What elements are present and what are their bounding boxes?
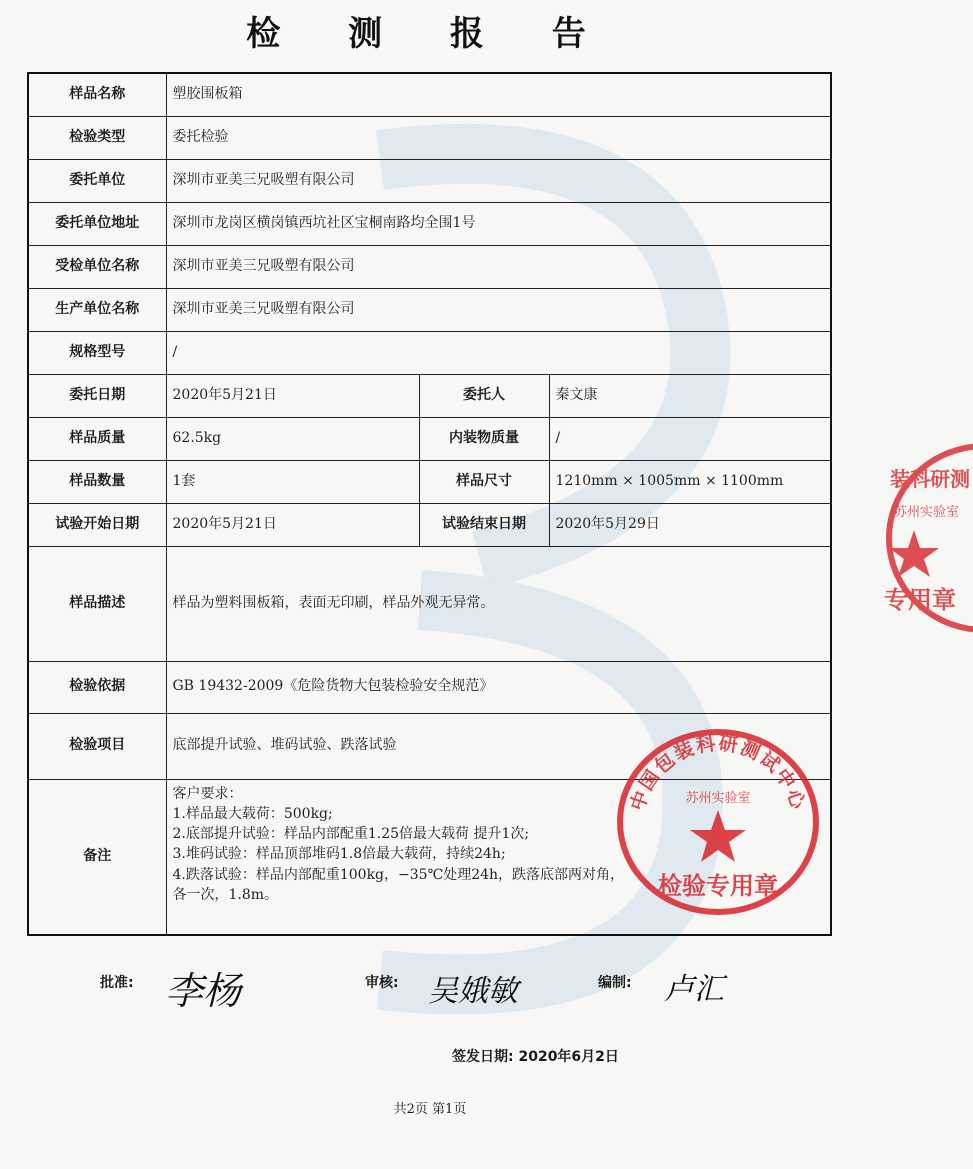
model-value: / [166,331,831,374]
svg-text:苏州实验室: 苏州实验室 [685,791,751,806]
basis-label: 检验依据 [28,661,166,713]
report-title: 检 测 报 告 [246,14,614,54]
row-client [28,159,831,202]
commission-date-label: 委托日期 [28,374,166,417]
content-mass-label: 内装物质量 [419,417,549,460]
test-end-label: 试验结束日期 [419,503,549,546]
test-end-value: 2020年5月29日 [549,503,831,546]
remarks-line: 3.堆码试验：样品顶部堆码1.8倍最大载荷，持续24h; [172,846,506,863]
svg-text:中国包装科研测试中心: 中国包装科研测试中心 [626,732,810,814]
client-address-label: 委托单位地址 [28,202,166,245]
row-client-address [28,202,831,245]
sample-qty-value: 1套 [166,460,419,503]
description-value: 样品为塑料围板箱，表面无印刷，样品外观无异常。 [166,546,831,661]
svg-text:苏州实验室: 苏州实验室 [894,505,960,520]
remarks-line: 客户要求： [172,785,243,802]
row-producer [28,288,831,331]
row-inspected-unit [28,245,831,288]
sample-size-label: 样品尺寸 [419,460,549,503]
inspection-type-label: 检验类型 [28,116,166,159]
remarks-line: 4.跌落试验：样品内部配重100kg，−35℃处理24h，跌落底部两对角， [172,866,625,883]
inspection-type-value: 委托检验 [166,116,831,159]
approve-signature: 李杨 [165,969,242,1013]
row-mass [28,417,831,460]
commissioner-label: 委托人 [419,374,549,417]
model-label: 规格型号 [28,331,166,374]
test-start-label: 试验开始日期 [28,503,166,546]
row-inspection-type [28,116,831,159]
row-model [28,331,831,374]
inspection-seal [612,722,824,918]
description-label: 样品描述 [28,546,166,661]
remarks-line: 2.底部提升试验：样品内部配重1.25倍最大载荷 提升1次; [172,826,530,843]
row-description [28,546,831,661]
sample-qty-label: 样品数量 [28,460,166,503]
client-value: 深圳市亚美三兄吸塑有限公司 [166,159,831,202]
sample-mass-value: 62.5kg [166,417,419,460]
inspected-unit-label: 受检单位名称 [28,245,166,288]
svg-text:专用章: 专用章 [884,586,956,614]
svg-text:装科研测: 装科研测 [890,467,970,491]
svg-text:检验专用章: 检验专用章 [658,872,778,900]
review-signature: 吴娥敏 [428,974,518,1009]
compile-label: 编制: [598,975,632,991]
row-qty-size [28,460,831,503]
remarks-label: 备注 [28,779,166,935]
sample-mass-label: 样品质量 [28,417,166,460]
sample-name-value: 塑胶围板箱 [166,73,831,116]
items-value: 底部提升试验、堆码试验、跌落试验 [166,713,831,779]
producer-label: 生产单位名称 [28,288,166,331]
sample-name-label: 样品名称 [28,73,166,116]
commissioner-value: 秦文康 [549,374,831,417]
commission-date-value: 2020年5月21日 [166,374,419,417]
basis-value: GB 19432-2009《危险货物大包装检验安全规范》 [166,661,831,713]
sample-size-value: 1210mm × 1005mm × 1100mm [549,460,831,503]
page-indicator: 共2页 第1页 [393,1102,467,1117]
client-address-value: 深圳市龙岗区横岗镇西坑社区宝桐南路均全围1号 [166,202,831,245]
signature-row [0,960,973,1020]
remarks-line: 1.样品最大载荷：500kg; [172,805,333,822]
review-label: 审核: [365,975,399,991]
producer-value: 深圳市亚美三兄吸塑有限公司 [166,288,831,331]
side-seal-partial [880,438,973,638]
test-start-value: 2020年5月21日 [166,503,419,546]
row-test-dates [28,503,831,546]
content-mass-value: / [549,417,831,460]
compile-signature: 卢汇 [664,972,724,1007]
row-sample-name [28,73,831,116]
row-basis [28,661,831,713]
inspected-unit-value: 深圳市亚美三兄吸塑有限公司 [166,245,831,288]
row-commission [28,374,831,417]
issue-date: 签发日期: 2020年6月2日 [452,1049,619,1065]
client-label: 委托单位 [28,159,166,202]
items-label: 检验项目 [28,713,166,779]
remarks-line: 各一次，1.8m。 [172,886,279,903]
approve-label: 批准: [100,975,134,991]
